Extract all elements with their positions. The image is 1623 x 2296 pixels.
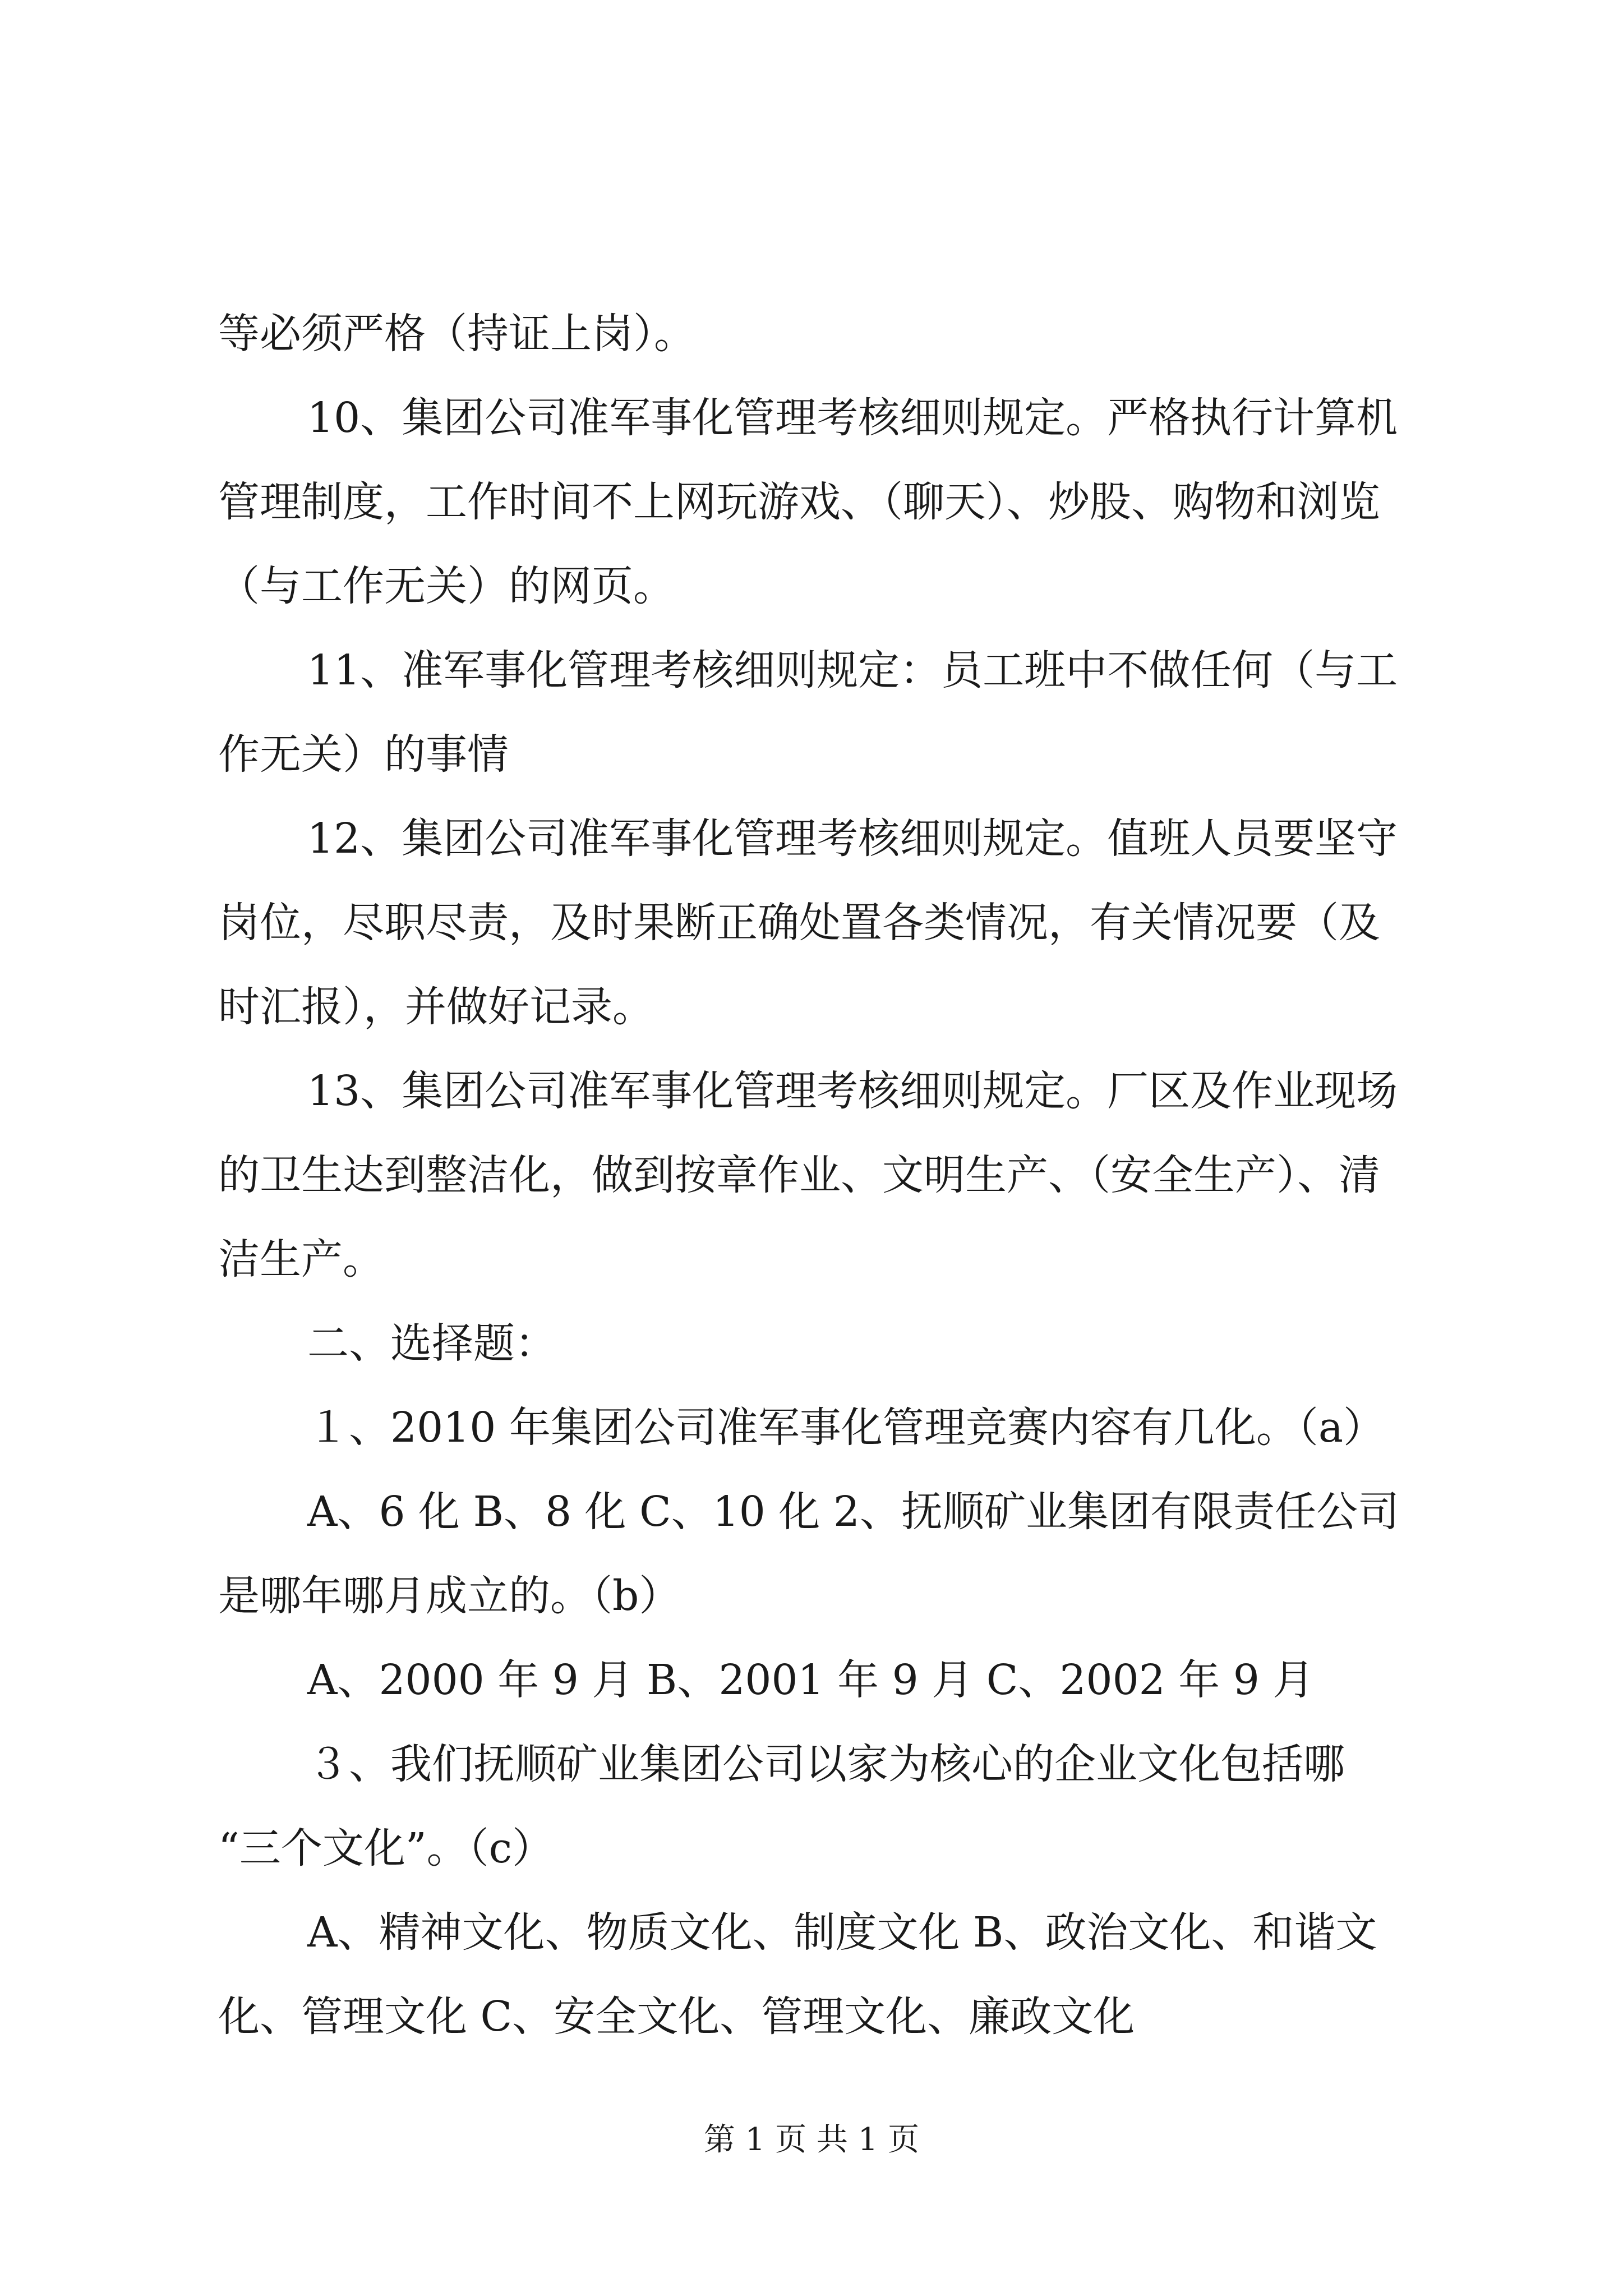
text-line: 洁生产。 <box>218 1235 384 1283</box>
text-line: 时汇报），并做好记录。 <box>218 983 654 1031</box>
question-line: ３、我们抚顺矿业集团公司以家为核心的企业文化包括哪 <box>307 1740 1345 1788</box>
text-line: 13、集团公司准军事化管理考核细则规定。厂区及作业现场 <box>307 1067 1398 1115</box>
text-line: 的卫生达到整洁化，做到按章作业、文明生产、（安全生产）、清 <box>218 1151 1380 1199</box>
text-line: 岗位，尽职尽责，及时果断正确处置各类情况，有关情况要（及 <box>218 899 1380 947</box>
answer-options-line: A、6 化 B、8 化 C、10 化 2、抚顺矿业集团有限责任公司 <box>307 1488 1399 1536</box>
text-line: 作无关）的事情 <box>218 730 509 779</box>
question-line: 是哪年哪月成立的。（b） <box>218 1572 681 1620</box>
text-line: 管理制度，工作时间不上网玩游戏、（聊天）、炒股、购物和浏览 <box>218 478 1380 526</box>
question-line: １、2010 年集团公司准军事化管理竞赛内容有几化。（a） <box>307 1404 1385 1452</box>
page-number-footer: 第 1 页 共 1 页 <box>703 2122 920 2158</box>
answer-options-line: A、2000 年 9 月 B、2001 年 9 月 C、2002 年 9 月 <box>307 1656 1315 1704</box>
section-heading: 二、选择题： <box>307 1319 556 1368</box>
question-line: “三个文化”。（c） <box>218 1824 554 1872</box>
answer-options-line: 化、管理文化 C、安全文化、管理文化、廉政文化 <box>218 1993 1135 2041</box>
text-line: （与工作无关）的网页。 <box>218 562 675 610</box>
text-line: 11、准军事化管理考核细则规定：员工班中不做任何（与工 <box>307 646 1398 694</box>
text-line: 等必须严格（持证上岗）。 <box>218 310 695 358</box>
answer-options-line: A、精神文化、物质文化、制度文化 B、政治文化、和谐文 <box>307 1908 1377 1957</box>
text-line: 12、集团公司准军事化管理考核细则规定。值班人员要坚守 <box>307 815 1398 863</box>
text-line: 10、集团公司准军事化管理考核细则规定。严格执行计算机 <box>307 394 1398 442</box>
